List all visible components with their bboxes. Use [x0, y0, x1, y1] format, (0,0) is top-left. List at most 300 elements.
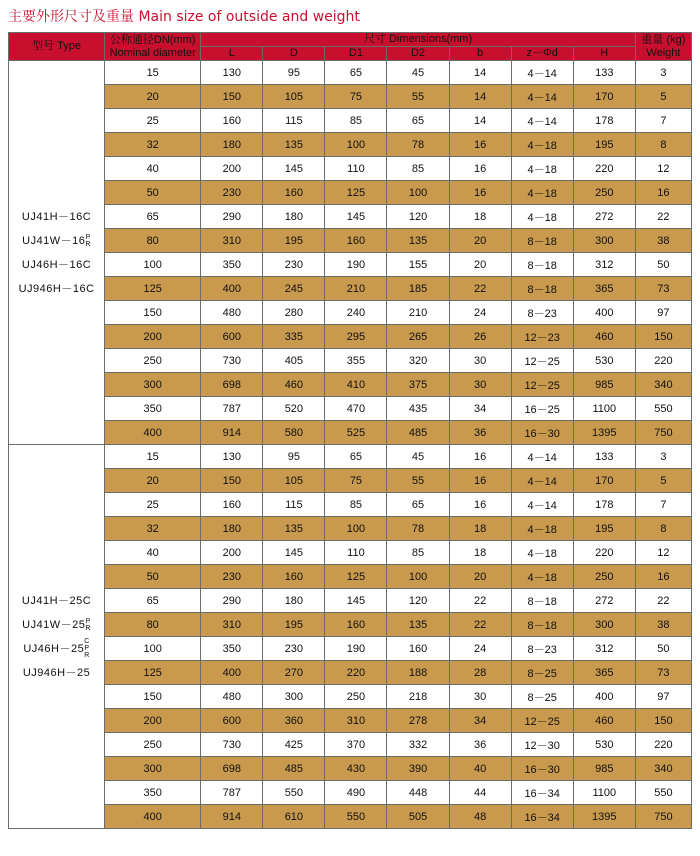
cell-d: 580 — [263, 421, 325, 445]
cell-weight: 8 — [635, 133, 691, 157]
cell-h: 460 — [573, 709, 635, 733]
cell-nominal-diameter: 15 — [105, 445, 201, 469]
cell-b: 18 — [449, 205, 511, 229]
cell-b: 16 — [449, 493, 511, 517]
cell-l: 787 — [201, 781, 263, 805]
table-row — [9, 517, 692, 541]
cell-b: 20 — [449, 253, 511, 277]
cell-b: 22 — [449, 613, 511, 637]
header-weight — [635, 33, 691, 61]
cell-d1: 370 — [325, 733, 387, 757]
cell-z-d: 12－23 — [511, 325, 573, 349]
cell-d: 180 — [263, 589, 325, 613]
cell-nominal-diameter: 50 — [105, 565, 201, 589]
cell-d1: 310 — [325, 709, 387, 733]
cell-d: 105 — [263, 85, 325, 109]
cell-d: 105 — [263, 469, 325, 493]
cell-d1: 550 — [325, 805, 387, 829]
table-row — [9, 61, 692, 85]
header-col-d1: D1 — [325, 47, 387, 61]
cell-b: 36 — [449, 421, 511, 445]
cell-b: 16 — [449, 157, 511, 181]
cell-weight: 8 — [635, 517, 691, 541]
cell-d1: 65 — [325, 445, 387, 469]
cell-l: 150 — [201, 85, 263, 109]
cell-z-d: 8－25 — [511, 661, 573, 685]
cell-b: 22 — [449, 589, 511, 613]
cell-nominal-diameter: 20 — [105, 85, 201, 109]
table-row — [9, 565, 692, 589]
cell-nominal-diameter: 350 — [105, 781, 201, 805]
cell-nominal-diameter: 50 — [105, 181, 201, 205]
cell-h: 195 — [573, 133, 635, 157]
table-row — [9, 205, 692, 229]
cell-l: 698 — [201, 373, 263, 397]
cell-z-d: 4－18 — [511, 181, 573, 205]
cell-weight: 12 — [635, 157, 691, 181]
cell-nominal-diameter: 40 — [105, 541, 201, 565]
cell-d1: 190 — [325, 253, 387, 277]
cell-d: 245 — [263, 277, 325, 301]
cell-d1: 240 — [325, 301, 387, 325]
cell-z-d: 12－30 — [511, 733, 573, 757]
cell-d: 405 — [263, 349, 325, 373]
cell-weight: 550 — [635, 781, 691, 805]
cell-nominal-diameter: 350 — [105, 397, 201, 421]
cell-nominal-diameter: 25 — [105, 109, 201, 133]
cell-d2: 100 — [387, 181, 449, 205]
cell-d2: 155 — [387, 253, 449, 277]
cell-z-d: 12－25 — [511, 349, 573, 373]
cell-d1: 355 — [325, 349, 387, 373]
cell-weight: 750 — [635, 805, 691, 829]
cell-d: 195 — [263, 613, 325, 637]
type-model-text: UJ41W－16 — [22, 234, 86, 247]
cell-h: 220 — [573, 157, 635, 181]
cell-d2: 210 — [387, 301, 449, 325]
cell-d2: 278 — [387, 709, 449, 733]
type-model-text: UJ41H－16C — [21, 210, 92, 223]
cell-z-d: 4－14 — [511, 61, 573, 85]
cell-d2: 185 — [387, 277, 449, 301]
cell-l: 160 — [201, 493, 263, 517]
cell-weight: 7 — [635, 109, 691, 133]
cell-d: 95 — [263, 61, 325, 85]
type-model-label — [9, 205, 104, 229]
cell-weight: 22 — [635, 589, 691, 613]
cell-weight: 750 — [635, 421, 691, 445]
cell-d: 160 — [263, 181, 325, 205]
table-row — [9, 445, 692, 469]
cell-weight: 150 — [635, 709, 691, 733]
cell-weight: 3 — [635, 61, 691, 85]
cell-d1: 220 — [325, 661, 387, 685]
cell-l: 200 — [201, 157, 263, 181]
cell-d2: 120 — [387, 205, 449, 229]
cell-l: 160 — [201, 109, 263, 133]
cell-z-d: 8－18 — [511, 229, 573, 253]
cell-weight: 38 — [635, 613, 691, 637]
cell-d1: 250 — [325, 685, 387, 709]
type-model-text: UJ946H－16C — [18, 282, 95, 295]
cell-l: 230 — [201, 181, 263, 205]
cell-d: 425 — [263, 733, 325, 757]
cell-d: 180 — [263, 205, 325, 229]
cell-z-d: 4－18 — [511, 565, 573, 589]
cell-z-d: 16－25 — [511, 397, 573, 421]
cell-z-d: 8－18 — [511, 253, 573, 277]
cell-l: 180 — [201, 517, 263, 541]
cell-h: 133 — [573, 445, 635, 469]
cell-h: 1395 — [573, 421, 635, 445]
table-row — [9, 757, 692, 781]
cell-l: 400 — [201, 277, 263, 301]
cell-nominal-diameter: 250 — [105, 733, 201, 757]
cell-z-d: 4－18 — [511, 205, 573, 229]
cell-l: 600 — [201, 325, 263, 349]
cell-h: 985 — [573, 757, 635, 781]
cell-d2: 320 — [387, 349, 449, 373]
cell-h: 400 — [573, 301, 635, 325]
table-body — [9, 61, 692, 829]
table-row — [9, 349, 692, 373]
cell-weight: 73 — [635, 661, 691, 685]
type-model-label — [9, 277, 104, 301]
table-row — [9, 253, 692, 277]
cell-d1: 100 — [325, 133, 387, 157]
table-row — [9, 181, 692, 205]
type-model-text: UJ46H－25 — [23, 642, 85, 655]
cell-b: 34 — [449, 397, 511, 421]
cell-z-d: 16－34 — [511, 781, 573, 805]
cell-d2: 448 — [387, 781, 449, 805]
table-row — [9, 133, 692, 157]
cell-h: 530 — [573, 733, 635, 757]
table-row — [9, 781, 692, 805]
cell-l: 350 — [201, 253, 263, 277]
cell-l: 914 — [201, 421, 263, 445]
cell-z-d: 8－25 — [511, 685, 573, 709]
cell-l: 290 — [201, 589, 263, 613]
cell-nominal-diameter: 400 — [105, 421, 201, 445]
cell-l: 150 — [201, 469, 263, 493]
cell-h: 170 — [573, 85, 635, 109]
cell-b: 24 — [449, 637, 511, 661]
cell-d2: 120 — [387, 589, 449, 613]
cell-h: 272 — [573, 205, 635, 229]
table-row — [9, 421, 692, 445]
cell-nominal-diameter: 15 — [105, 61, 201, 85]
cell-weight: 73 — [635, 277, 691, 301]
cell-d2: 435 — [387, 397, 449, 421]
cell-d1: 190 — [325, 637, 387, 661]
cell-nominal-diameter: 125 — [105, 661, 201, 685]
cell-d2: 505 — [387, 805, 449, 829]
cell-weight: 220 — [635, 349, 691, 373]
header-dimensions: 尺寸 Dimensions(mm) — [201, 33, 636, 47]
cell-z-d: 12－25 — [511, 709, 573, 733]
page-title: 主要外形尺寸及重量 Main size of outside and weight — [8, 9, 360, 25]
cell-d: 550 — [263, 781, 325, 805]
cell-d2: 55 — [387, 85, 449, 109]
table-row — [9, 709, 692, 733]
header-type: 型号 Type — [9, 33, 105, 61]
cell-nominal-diameter: 32 — [105, 517, 201, 541]
table-row — [9, 373, 692, 397]
cell-d: 115 — [263, 109, 325, 133]
cell-weight: 50 — [635, 637, 691, 661]
cell-h: 365 — [573, 277, 635, 301]
cell-weight: 340 — [635, 373, 691, 397]
cell-nominal-diameter: 125 — [105, 277, 201, 301]
cell-weight: 340 — [635, 757, 691, 781]
cell-h: 365 — [573, 661, 635, 685]
type-model-label — [9, 613, 104, 637]
cell-z-d: 4－18 — [511, 157, 573, 181]
cell-d: 135 — [263, 517, 325, 541]
cell-d: 300 — [263, 685, 325, 709]
cell-d2: 85 — [387, 157, 449, 181]
cell-b: 20 — [449, 229, 511, 253]
cell-h: 400 — [573, 685, 635, 709]
table-row — [9, 109, 692, 133]
cell-d2: 45 — [387, 445, 449, 469]
cell-d: 95 — [263, 445, 325, 469]
cell-b: 16 — [449, 133, 511, 157]
cell-z-d: 4－18 — [511, 517, 573, 541]
cell-d: 460 — [263, 373, 325, 397]
cell-l: 350 — [201, 637, 263, 661]
cell-d2: 55 — [387, 469, 449, 493]
cell-weight: 16 — [635, 181, 691, 205]
header-col-b: b — [449, 47, 511, 61]
cell-d: 135 — [263, 133, 325, 157]
type-group-cell — [9, 445, 105, 829]
cell-d2: 78 — [387, 133, 449, 157]
table-row — [9, 589, 692, 613]
cell-weight: 97 — [635, 301, 691, 325]
cell-h: 272 — [573, 589, 635, 613]
cell-h: 1100 — [573, 397, 635, 421]
table-row — [9, 229, 692, 253]
cell-l: 310 — [201, 613, 263, 637]
cell-l: 130 — [201, 61, 263, 85]
cell-b: 16 — [449, 181, 511, 205]
type-model-text: UJ946H－25 — [22, 666, 91, 679]
cell-l: 698 — [201, 757, 263, 781]
type-suffix-letter: P — [84, 645, 90, 653]
cell-d1: 470 — [325, 397, 387, 421]
cell-l: 400 — [201, 661, 263, 685]
cell-d: 230 — [263, 253, 325, 277]
cell-d2: 375 — [387, 373, 449, 397]
cell-z-d: 8－23 — [511, 301, 573, 325]
table-row — [9, 301, 692, 325]
cell-d2: 332 — [387, 733, 449, 757]
cell-l: 600 — [201, 709, 263, 733]
cell-weight: 50 — [635, 253, 691, 277]
cell-weight: 150 — [635, 325, 691, 349]
type-group-cell — [9, 61, 105, 445]
cell-d1: 125 — [325, 565, 387, 589]
type-suffix-stack — [84, 638, 90, 659]
table-row — [9, 493, 692, 517]
cell-d2: 135 — [387, 229, 449, 253]
cell-z-d: 12－25 — [511, 373, 573, 397]
header-col-d: D — [263, 47, 325, 61]
cell-d: 195 — [263, 229, 325, 253]
table-row — [9, 157, 692, 181]
cell-h: 178 — [573, 493, 635, 517]
cell-d: 230 — [263, 637, 325, 661]
cell-d1: 160 — [325, 229, 387, 253]
type-model-label — [9, 637, 104, 661]
cell-d2: 65 — [387, 493, 449, 517]
cell-d1: 75 — [325, 85, 387, 109]
header-nominal-en: Nominal diameter — [109, 46, 196, 59]
cell-d: 485 — [263, 757, 325, 781]
cell-b: 26 — [449, 325, 511, 349]
table-row — [9, 85, 692, 109]
table-row — [9, 685, 692, 709]
table-row — [9, 541, 692, 565]
cell-d1: 410 — [325, 373, 387, 397]
cell-nominal-diameter: 200 — [105, 709, 201, 733]
cell-weight: 97 — [635, 685, 691, 709]
cell-nominal-diameter: 250 — [105, 349, 201, 373]
cell-nominal-diameter: 65 — [105, 205, 201, 229]
table-row — [9, 469, 692, 493]
cell-h: 133 — [573, 61, 635, 85]
cell-d2: 45 — [387, 61, 449, 85]
table-row — [9, 397, 692, 421]
cell-z-d: 4－18 — [511, 541, 573, 565]
cell-d2: 265 — [387, 325, 449, 349]
cell-b: 16 — [449, 445, 511, 469]
cell-d1: 160 — [325, 613, 387, 637]
table-row — [9, 805, 692, 829]
cell-d2: 135 — [387, 613, 449, 637]
cell-z-d: 16－34 — [511, 805, 573, 829]
table-row — [9, 637, 692, 661]
cell-d: 160 — [263, 565, 325, 589]
cell-d: 280 — [263, 301, 325, 325]
cell-l: 787 — [201, 397, 263, 421]
cell-nominal-diameter: 80 — [105, 229, 201, 253]
cell-d2: 85 — [387, 541, 449, 565]
cell-b: 30 — [449, 373, 511, 397]
type-model-label — [9, 661, 104, 685]
cell-nominal-diameter: 300 — [105, 373, 201, 397]
cell-b: 24 — [449, 301, 511, 325]
spec-table — [8, 32, 692, 829]
header-col-h: H — [573, 47, 635, 61]
type-suffix-stack — [85, 618, 91, 632]
cell-d1: 85 — [325, 493, 387, 517]
cell-nominal-diameter: 32 — [105, 133, 201, 157]
header-col-z-d: z－Φd — [511, 47, 573, 61]
cell-h: 170 — [573, 469, 635, 493]
cell-h: 460 — [573, 325, 635, 349]
cell-b: 14 — [449, 61, 511, 85]
cell-b: 28 — [449, 661, 511, 685]
cell-d1: 110 — [325, 157, 387, 181]
cell-h: 312 — [573, 637, 635, 661]
cell-l: 180 — [201, 133, 263, 157]
cell-d1: 430 — [325, 757, 387, 781]
type-suffix-letter: R — [85, 624, 91, 632]
cell-weight: 22 — [635, 205, 691, 229]
cell-d1: 145 — [325, 205, 387, 229]
cell-b: 40 — [449, 757, 511, 781]
cell-d1: 75 — [325, 469, 387, 493]
cell-d2: 390 — [387, 757, 449, 781]
cell-b: 18 — [449, 541, 511, 565]
cell-h: 178 — [573, 109, 635, 133]
cell-b: 30 — [449, 349, 511, 373]
cell-d1: 85 — [325, 109, 387, 133]
cell-d1: 65 — [325, 61, 387, 85]
cell-b: 34 — [449, 709, 511, 733]
cell-d1: 125 — [325, 181, 387, 205]
cell-z-d: 4－14 — [511, 85, 573, 109]
cell-z-d: 4－18 — [511, 133, 573, 157]
cell-z-d: 8－18 — [511, 277, 573, 301]
cell-d1: 210 — [325, 277, 387, 301]
cell-weight: 5 — [635, 469, 691, 493]
header-weight-cn: 重量 (kg) — [641, 33, 686, 46]
header-weight-en: Weight — [646, 46, 681, 59]
cell-d1: 490 — [325, 781, 387, 805]
cell-b: 14 — [449, 109, 511, 133]
cell-d2: 188 — [387, 661, 449, 685]
cell-h: 250 — [573, 181, 635, 205]
cell-h: 530 — [573, 349, 635, 373]
cell-nominal-diameter: 300 — [105, 757, 201, 781]
cell-nominal-diameter: 80 — [105, 613, 201, 637]
cell-d: 335 — [263, 325, 325, 349]
cell-l: 200 — [201, 541, 263, 565]
cell-d: 145 — [263, 541, 325, 565]
table-row — [9, 613, 692, 637]
cell-l: 730 — [201, 349, 263, 373]
cell-l: 480 — [201, 685, 263, 709]
cell-nominal-diameter: 400 — [105, 805, 201, 829]
header-nominal-diameter — [105, 33, 201, 61]
cell-z-d: 4－14 — [511, 445, 573, 469]
cell-d: 115 — [263, 493, 325, 517]
cell-h: 300 — [573, 613, 635, 637]
type-model-label — [9, 229, 104, 253]
cell-b: 14 — [449, 85, 511, 109]
cell-d: 145 — [263, 157, 325, 181]
table-row — [9, 733, 692, 757]
cell-b: 22 — [449, 277, 511, 301]
header-col-l: L — [201, 47, 263, 61]
cell-b: 36 — [449, 733, 511, 757]
cell-l: 230 — [201, 565, 263, 589]
table-row — [9, 277, 692, 301]
cell-z-d: 8－23 — [511, 637, 573, 661]
cell-z-d: 16－30 — [511, 757, 573, 781]
cell-b: 30 — [449, 685, 511, 709]
cell-d2: 65 — [387, 109, 449, 133]
cell-d: 360 — [263, 709, 325, 733]
cell-z-d: 4－14 — [511, 469, 573, 493]
type-suffix-letter: R — [85, 240, 91, 248]
table-row — [9, 325, 692, 349]
cell-d2: 78 — [387, 517, 449, 541]
